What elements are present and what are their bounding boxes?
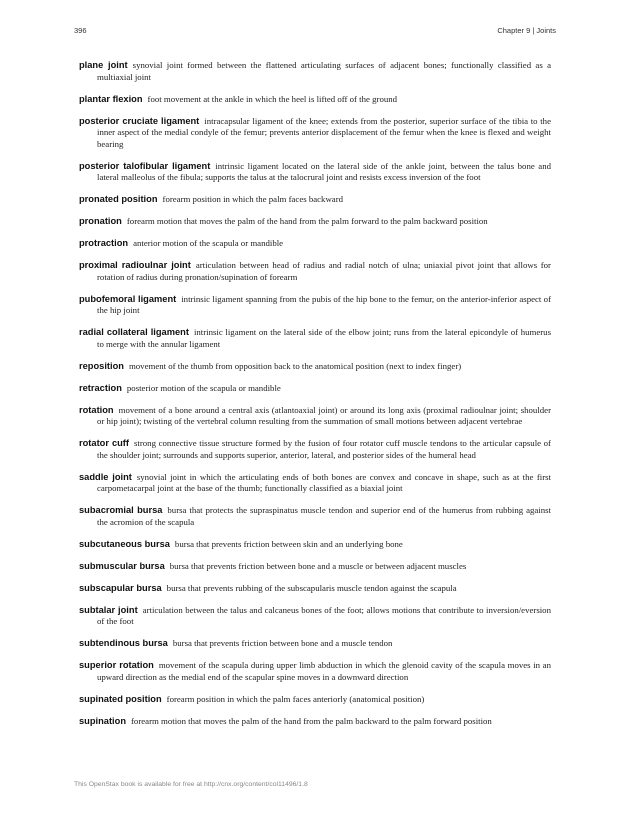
glossary-entry [79, 194, 551, 206]
glossary-term: plane joint [79, 60, 128, 70]
page-number: 396 [74, 26, 87, 35]
glossary-definition: forearm position in which the palm faces backward [162, 194, 344, 204]
glossary-entry [79, 327, 551, 350]
glossary-definition: posterior motion of the scapula or mandible [126, 382, 281, 393]
glossary-entry [79, 161, 551, 184]
glossary-definition: synovial joint in which the articulating ends of both bones are convex and concave in shape, such as at the first carpometacarpal joint at the base of the thumb; functionally classified as a biaxial joint [97, 471, 551, 493]
glossary-definition: bursa that prevents rubbing of the subscapularis muscle tendon against the scapula [166, 582, 457, 593]
glossary-definition: intrinsic ligament on the lateral side of the elbow joint; runs from the lateral epicondyle of humerus to merge with the annular ligament [97, 327, 551, 349]
glossary-term: subtalar joint [79, 604, 138, 615]
glossary-entry [79, 539, 551, 551]
glossary-term: supinated position [79, 693, 162, 704]
glossary-definition: intrinsic ligament located on the lateral side of the ankle joint, between the talus bone and lateral malleolus of the fibula; supports the talus at the talocrural joint and resists excess inversion of the foot [97, 160, 551, 182]
glossary-definition: strong connective tissue structure formed by the fusion of four rotator cuff muscle tendons to the articular capsule of the shoulder joint; surrounds and supports superior, anterior, lateral, and posterior sides of the humeral head [97, 438, 551, 460]
glossary-entry [79, 694, 551, 706]
glossary-definition: movement of the scapula during upper limb abduction in which the glenoid cavity of the scapula moves in an upward direction as the medial end of the scapular spine moves in a downward direction [97, 660, 551, 682]
running-head: Chapter 9 | Joints [497, 26, 556, 35]
glossary-definition: forearm motion that moves the palm of the hand from the palm backward to the palm forward position [131, 715, 492, 726]
glossary-term: reposition [79, 360, 124, 371]
glossary-term: plantar flexion [79, 93, 143, 104]
glossary-entry [79, 294, 551, 317]
glossary-term: supination [79, 715, 126, 726]
glossary-definition: foot movement at the ankle in which the heel is lifted off of the ground [147, 93, 398, 104]
glossary-entry [79, 438, 551, 461]
glossary-definition: movement of a bone around a central axis (atlantoaxial joint) or around its long axis (proximal radioulnar joint; shoulder or hip joint); twisting of the vertebral column resulting from the summation of small motions between adjacent vertebrae [97, 404, 551, 426]
glossary-definition: bursa that prevents friction between bone and a muscle or between adjacent muscles [169, 560, 467, 571]
glossary-term: pronation [79, 216, 122, 226]
glossary-definition: bursa that protects the supraspinatus muscle tendon and superior end of the humerus from rubbing against the acromion of the scapula [97, 505, 551, 527]
glossary-term: radial collateral ligament [79, 327, 189, 337]
glossary-definition: intracapsular ligament of the knee; extends from the posterior, superior surface of the tibia to the inner aspect of the medial condyle of the femur; prevents anterior displacement of the femur when the knee is flexed and weight bearing [97, 115, 551, 149]
glossary-term: subcutaneous bursa [79, 538, 170, 549]
glossary-entry [79, 361, 551, 373]
glossary-definition: forearm motion that moves the palm of the hand from the palm forward to the palm backward position [126, 216, 488, 226]
glossary-entry [79, 116, 551, 151]
glossary-entry [79, 638, 551, 650]
glossary-term: superior rotation [79, 660, 154, 670]
glossary-term: subtendinous bursa [79, 638, 168, 648]
glossary-definition: forearm position in which the palm faces anteriorly (anatomical position) [166, 693, 425, 704]
glossary-definition: articulation between the talus and calcaneus bones of the foot; allows motions that contribute to inversion/eversion of the foot [97, 604, 551, 626]
glossary-list [79, 60, 551, 738]
glossary-term: posterior cruciate ligament [79, 115, 200, 126]
glossary-term: saddle joint [79, 471, 132, 482]
glossary-definition: anterior motion of the scapula or mandible [133, 238, 284, 248]
glossary-entry [79, 472, 551, 495]
glossary-term: rotation [79, 404, 114, 415]
glossary-entry [79, 405, 551, 428]
glossary-term: pronated position [79, 194, 158, 204]
glossary-definition: movement of the thumb from opposition back to the anatomical position (next to index finger) [128, 360, 462, 371]
glossary-definition: articulation between head of radius and radial notch of ulna; uniaxial pivot joint that allows for rotation of radius during pronation/supination of forearm [97, 260, 551, 282]
glossary-entry [79, 660, 551, 683]
glossary-term: subscapular bursa [79, 582, 162, 593]
glossary-definition: bursa that prevents friction between bone and a muscle tendon [172, 638, 393, 648]
glossary-term: retraction [79, 382, 122, 393]
glossary-definition: bursa that prevents friction between skin and an underlying bone [174, 538, 403, 549]
glossary-definition: intrinsic ligament spanning from the pubis of the hip bone to the femur, on the anterior-inferior aspect of the hip joint [97, 293, 552, 315]
glossary-entry [79, 260, 551, 283]
glossary-entry [79, 716, 551, 728]
glossary-term: submuscular bursa [79, 560, 165, 571]
glossary-entry [79, 605, 551, 628]
glossary-term: posterior talofibular ligament [79, 160, 211, 171]
glossary-entry [79, 60, 551, 83]
glossary-term: proximal radioulnar joint [79, 260, 191, 270]
glossary-entry [79, 216, 551, 228]
footer-text: This OpenStax book is available for free at http://cnx.org/content/col11496/1.8 [74, 781, 308, 788]
glossary-entry [79, 505, 551, 528]
glossary-term: protraction [79, 238, 129, 248]
glossary-entry [79, 383, 551, 395]
glossary-term: pubofemoral ligament [79, 293, 177, 304]
glossary-definition: synovial joint formed between the flattened articulating surfaces of adjacent bones; functionally classified as a multiaxial joint [97, 60, 551, 82]
glossary-entry [79, 583, 551, 595]
glossary-entry [79, 561, 551, 573]
glossary-entry [79, 94, 551, 106]
glossary-entry [79, 238, 551, 250]
glossary-term: subacromial bursa [79, 505, 163, 515]
glossary-term: rotator cuff [79, 438, 129, 448]
